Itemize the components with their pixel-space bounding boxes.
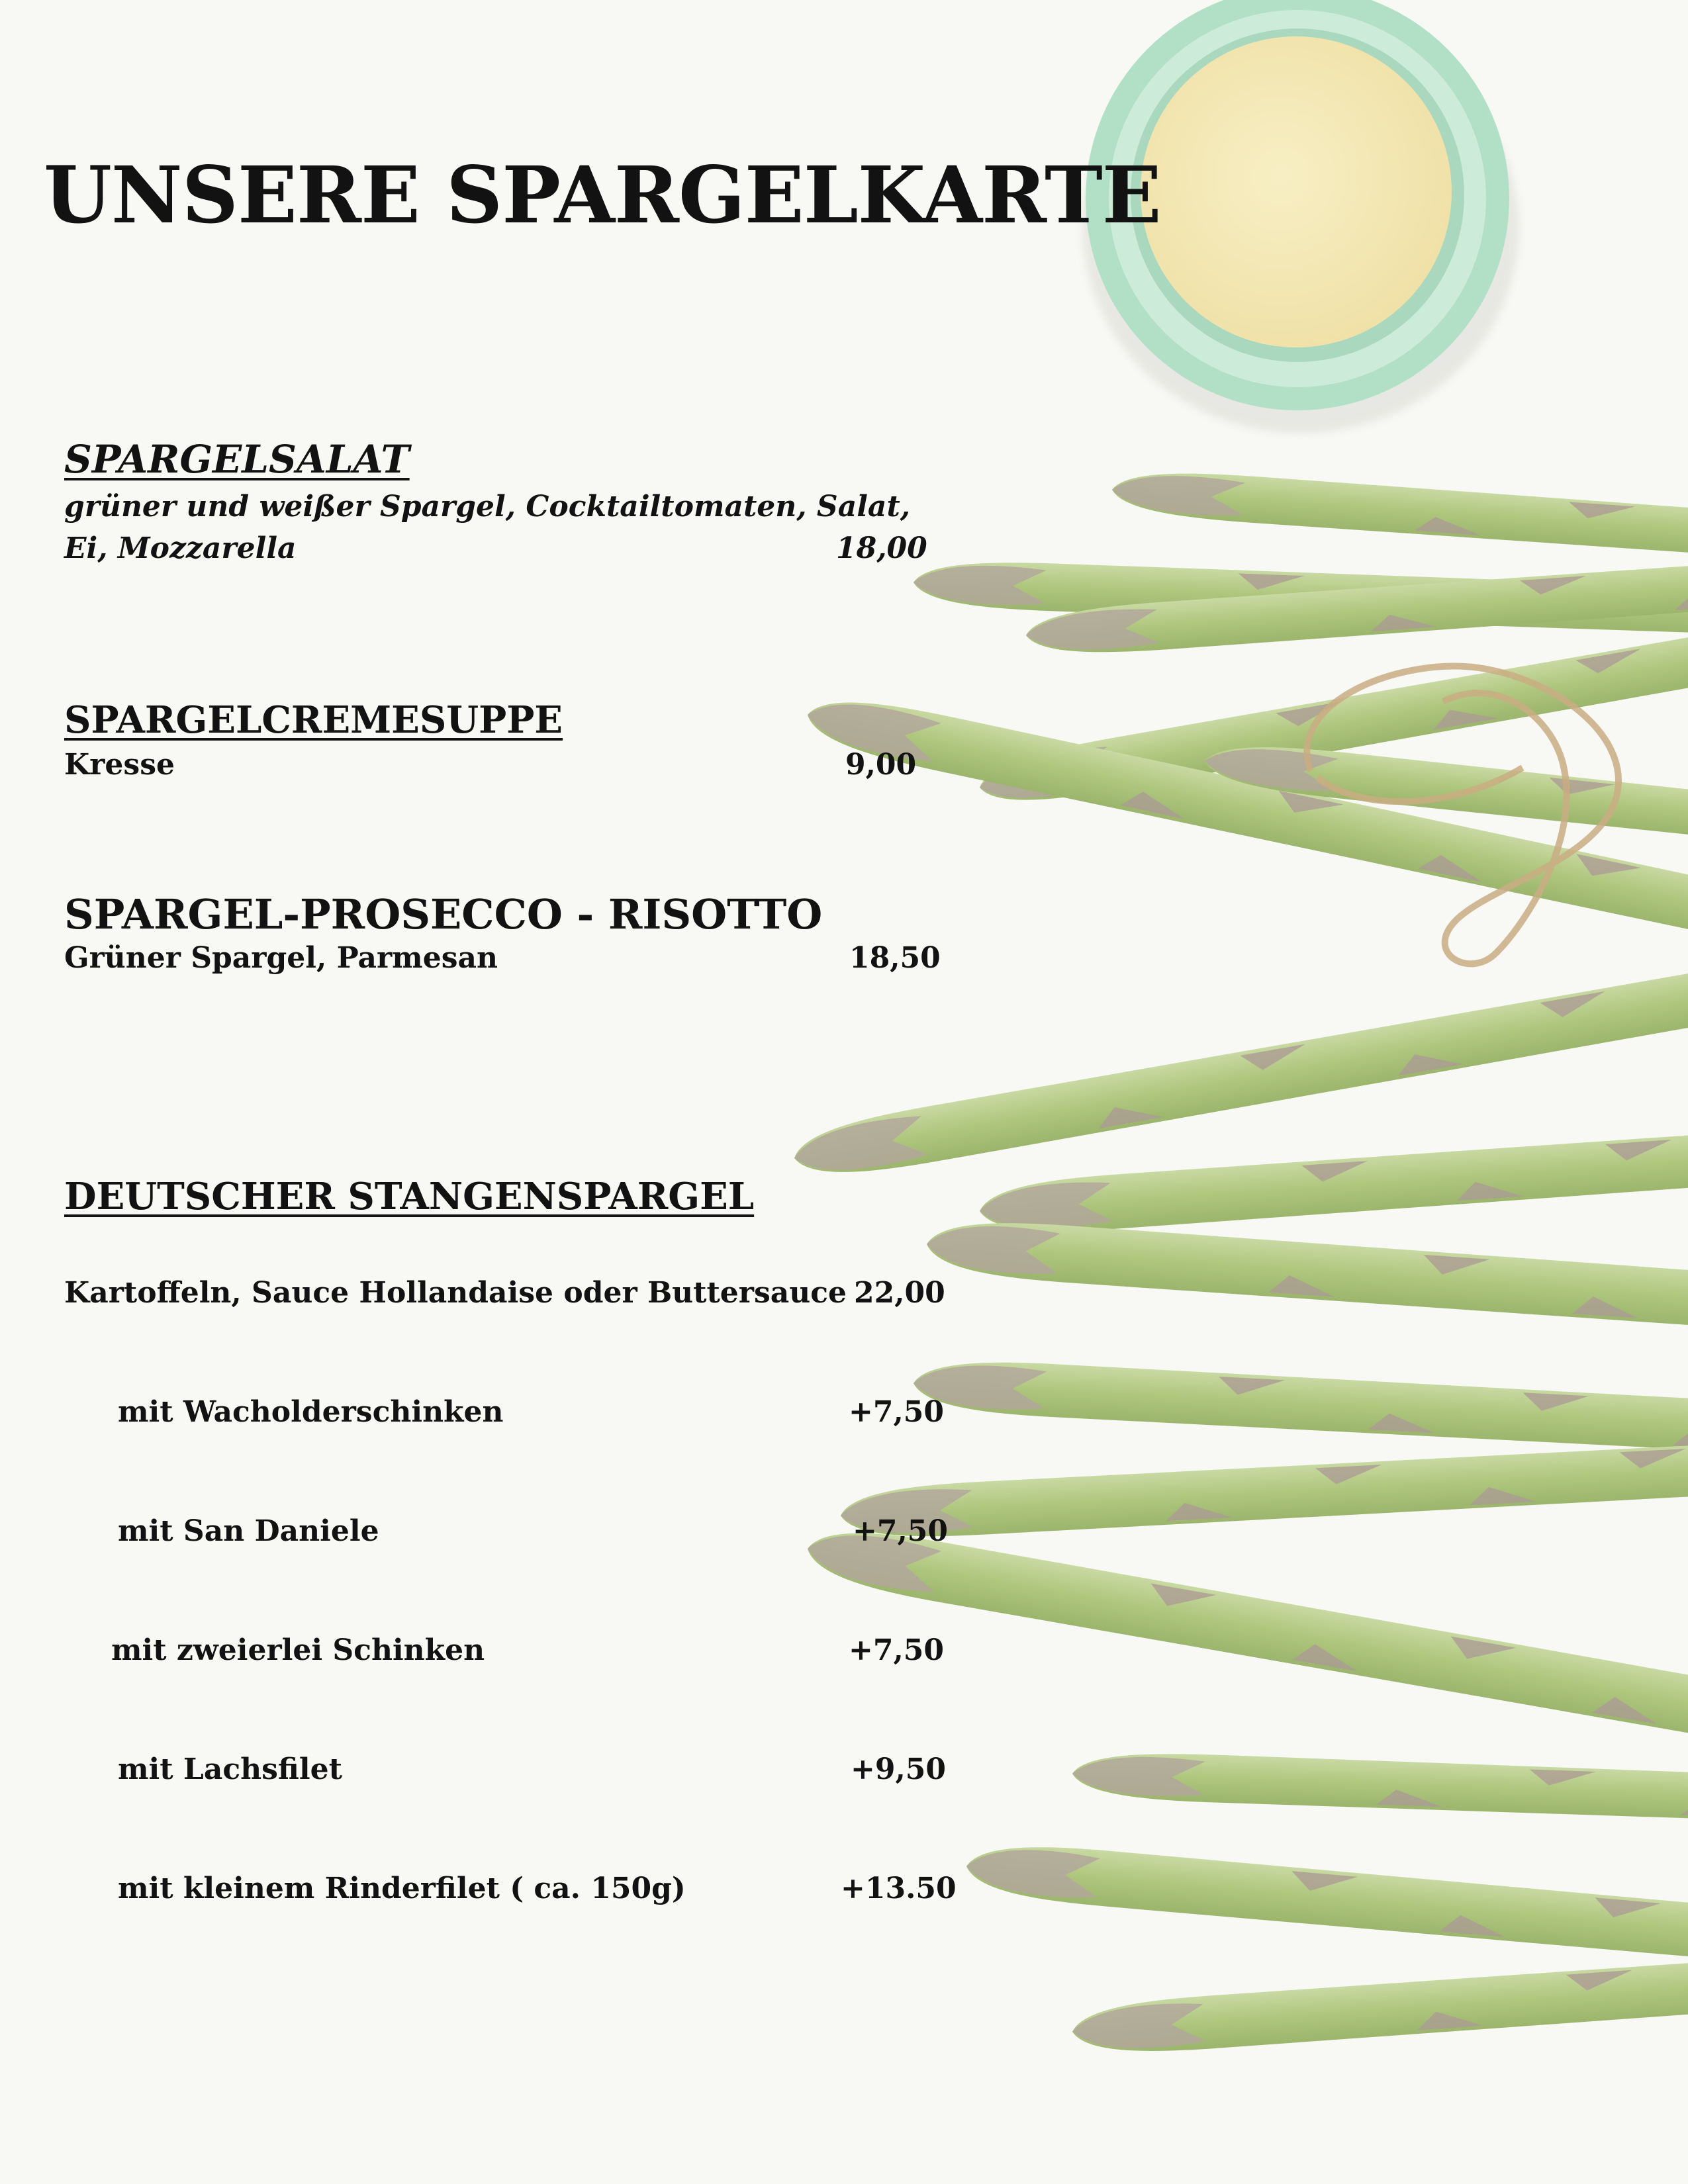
extra-item-label: mit Wacholderschinken xyxy=(118,1395,504,1429)
section-description: Kresse xyxy=(64,748,175,782)
section-heading-spargelsalat: SPARGELSALAT xyxy=(64,437,410,482)
extra-item-label: mit San Daniele xyxy=(118,1514,379,1548)
extra-item-price: +7,50 xyxy=(849,1633,945,1667)
asparagus-spear xyxy=(912,1357,1688,1462)
asparagus-spear xyxy=(978,1118,1688,1238)
extra-item-price: +7,50 xyxy=(849,1395,945,1429)
extra-item-price: +13.50 xyxy=(841,1872,957,1905)
section-price: 9,00 xyxy=(845,748,917,782)
asparagus-spear xyxy=(964,1839,1688,1977)
section-description-line2: Ei, Mozzarella xyxy=(64,531,297,565)
extra-item-price: +9,50 xyxy=(851,1752,947,1786)
extra-item-label: mit zweierlei Schinken xyxy=(111,1633,485,1667)
section-price: 18,00 xyxy=(836,531,927,565)
extra-item-price: +7,50 xyxy=(853,1514,949,1548)
asparagus-spears xyxy=(790,467,1688,2058)
section-description-line1: grüner und weißer Spargel, Cocktailtomaten, Salat, xyxy=(64,490,911,523)
asparagus-spear xyxy=(1070,1945,1688,2058)
section-description: Grüner Spargel, Parmesan xyxy=(64,941,498,975)
section-heading-stangenspargel: DEUTSCHER STANGENSPARGEL xyxy=(64,1175,755,1218)
asparagus-spear xyxy=(1072,1750,1688,1827)
extra-item-label: mit kleinem Rinderfilet ( ca. 150g) xyxy=(118,1872,686,1905)
extra-item-label: mit Lachsfilet xyxy=(118,1752,342,1786)
section-price: 18,50 xyxy=(849,941,941,975)
asparagus-spear xyxy=(925,1216,1688,1342)
section-price: 22,00 xyxy=(854,1276,945,1310)
asparagus-spear xyxy=(839,1433,1688,1542)
section-heading-spargelcremesuppe: SPARGELCREMESUPPE xyxy=(64,698,563,742)
asparagus-spear xyxy=(1111,467,1688,570)
section-heading-risotto: SPARGEL-PROSECCO - RISOTTO xyxy=(64,890,823,938)
page-title: UNSERE SPARGELKARTE xyxy=(44,149,1161,241)
section-description: Kartoffeln, Sauce Hollandaise oder Buttersauce xyxy=(64,1276,847,1310)
